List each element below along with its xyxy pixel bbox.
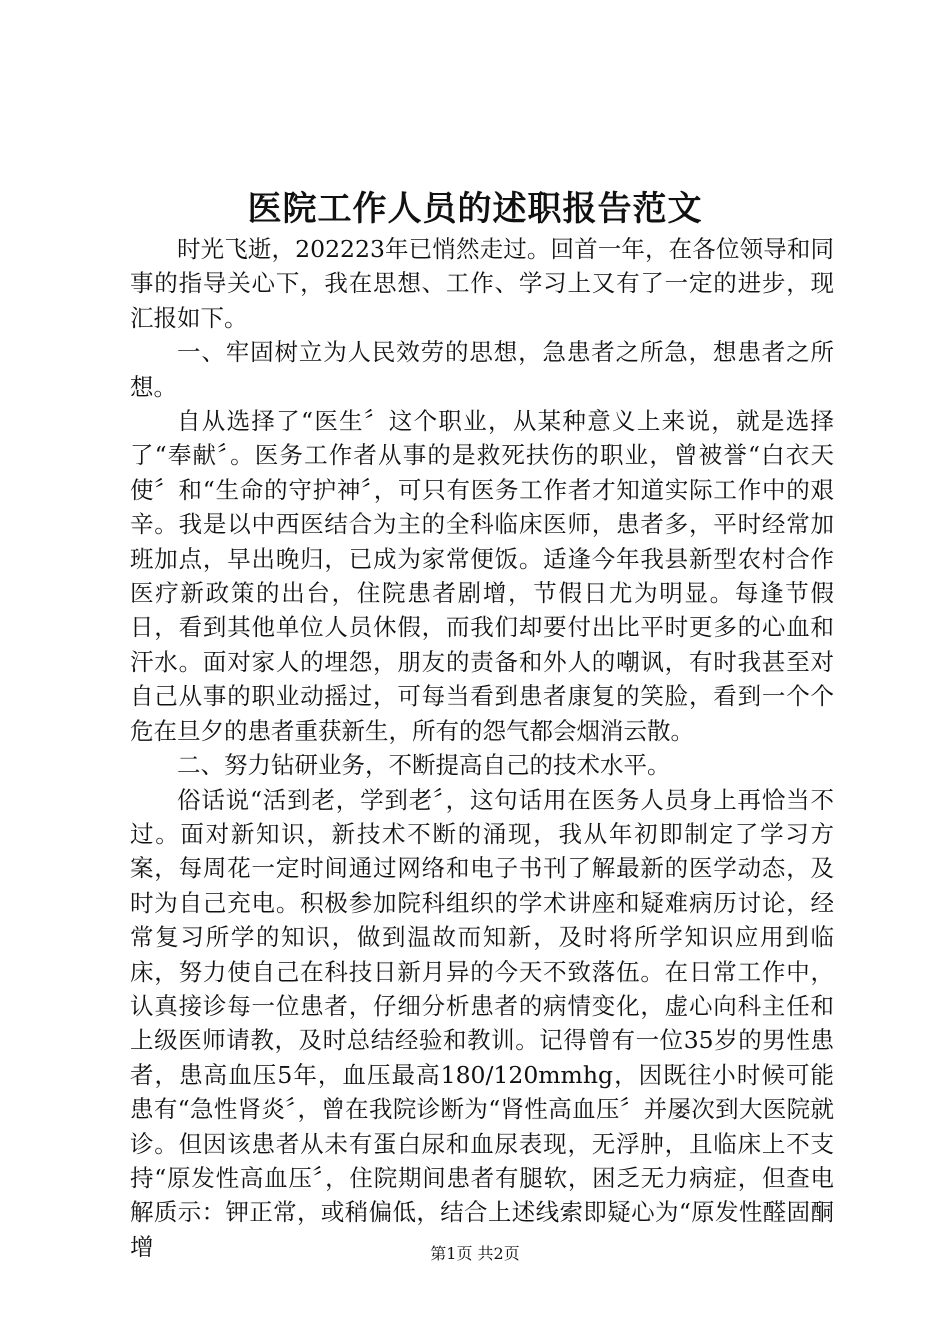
paragraph-section-2: 俗话说“活到老，学到老〞，这句话用在医务人员身上再恰当不过。面对新知识，新技术不断的涌现，我从年初即制定了学习方案，每周花一定时间通过网络和电子书刊了解最新的医学动态，及时为自己充电。积极参加院科组织的学术讲座和疑难病历讨论，经常复习所学的知识，做到温故而知新，及时将所学知识应用到临床，努力使自己在科技日新月异的今天不致落伍。在日常工作中，认真接诊每一位患者，仔细分析患者的病情变化，虚心向科主任和上级医师请教，及时总结经验和教训。记得曾有一位35岁的男性患者，患高血压5年，血压最高180/120mmhg，因既往小时候可能患有“急性肾炎〞，曾在我院诊断为“肾性高血压〞并屡次到大医院就诊。但因该患者从未有蛋白尿和血尿表现，无浮肿，且临床上不支持“原发性高血压〞，住院期间患者有腿软，困乏无力病症，但查电解质示：钾正常，或稍偏低，结合上述线索即疑心为“原发性醛固酮增 xyxy=(130,785,834,1261)
page-number: 第1页 共2页 xyxy=(430,1244,520,1263)
document-body xyxy=(130,232,834,1264)
page-footer xyxy=(0,1244,950,1264)
paragraph-intro: 时光飞逝，202223年已悄然走过。回首一年，在各位领导和同事的指导关心下，我在思想、工作、学习上又有了一定的进步，现汇报如下。 xyxy=(130,235,834,332)
paragraph-heading-1: 一、牢固树立为人民效劳的思想，急患者之所急，想患者之所想。 xyxy=(130,338,834,401)
paragraph-heading-2: 二、努力钻研业务，不断提高自己的技术水平。 xyxy=(177,751,671,780)
paragraph-section-1: 自从选择了“医生〞这个职业，从某种意义上来说，就是选择了“奉献〞。医务工作者从事的是救死扶伤的职业，曾被誉“白衣天使〞和“生命的守护神〞，可只有医务工作者才知道实际工作中的艰辛。我是以中西医结合为主的全科临床医师，患者多，平时经常加班加点，早出晚归，已成为家常便饭。适逢今年我县新型农村合作医疗新政策的出台，住院患者剧增，节假日尤为明显。每逢节假日，看到其他单位人员休假，而我们却要付出比平时更多的心血和汗水。面对家人的埋怨，朋友的责备和外人的嘲讽，有时我甚至对自己从事的职业动摇过，可每当看到患者康复的笑脸，看到一个个危在旦夕的患者重获新生，所有的怨气都会烟消云散。 xyxy=(130,407,834,745)
document-title: 医院工作人员的述职报告范文 xyxy=(247,189,703,229)
